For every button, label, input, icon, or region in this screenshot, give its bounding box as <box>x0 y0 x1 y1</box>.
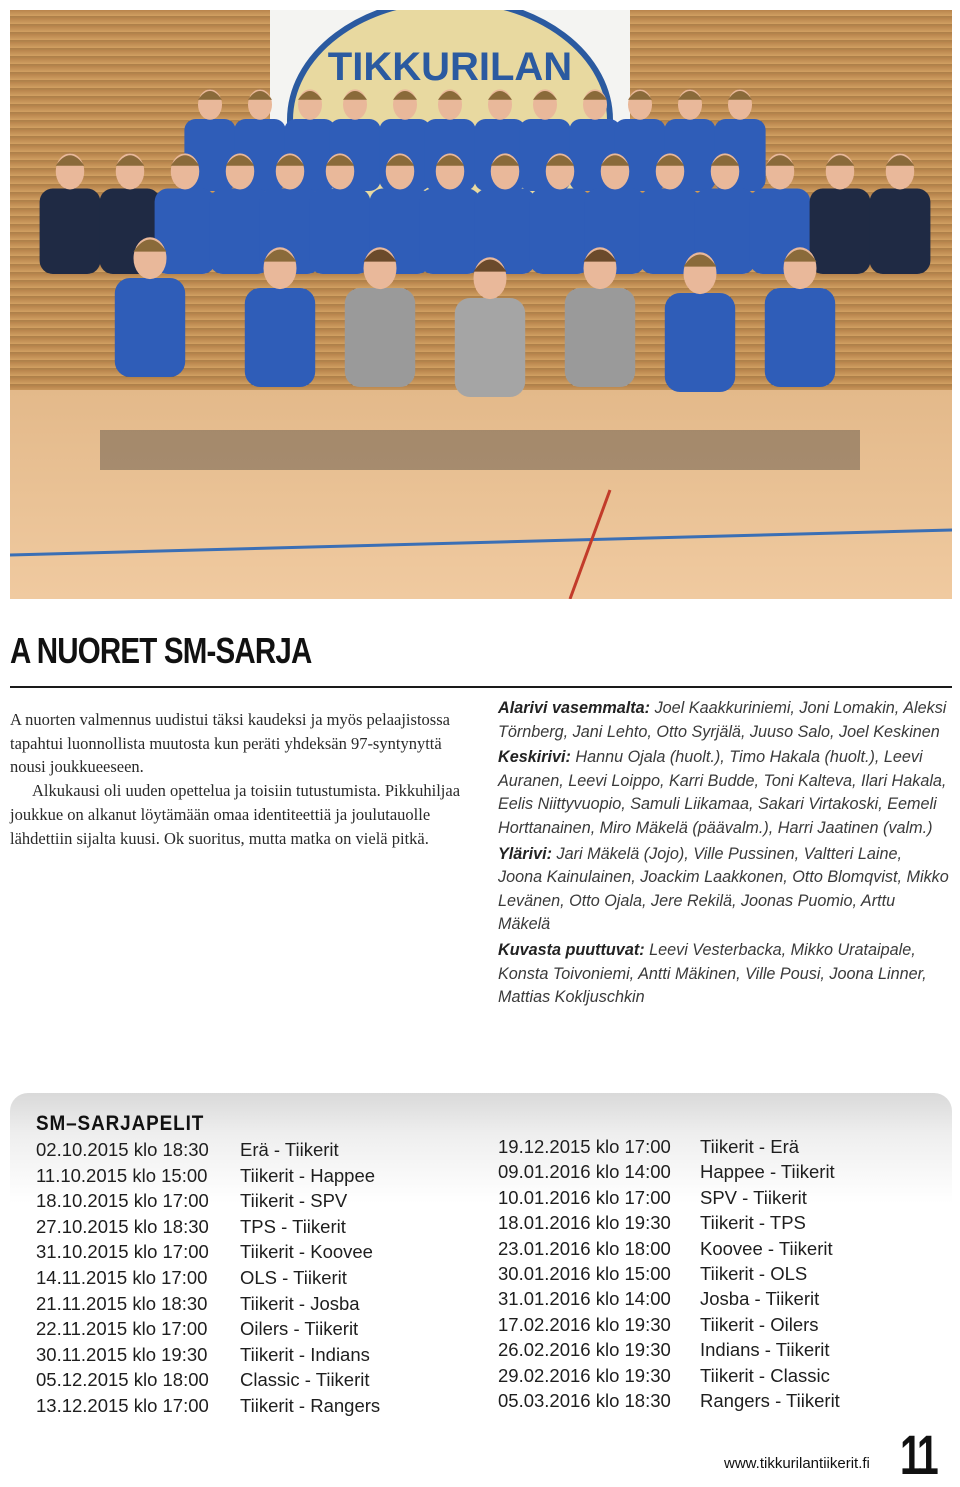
game-datetime: 13.12.2015 klo 17:00 <box>36 1394 209 1416</box>
caption-row-names: Jari Mäkelä (Jojo), Ville Pussinen, Valtteri Laine, Joona Kainulainen, Joackim Laakkonen, Otto Blomqvist, Mikko Levänen, Otto Ojala, Jere Rekilä, Joonas Puomio, Arttu Mäkelä <box>498 844 949 934</box>
game-datetime: 09.01.2016 klo 14:00 <box>498 1161 671 1183</box>
caption-row <box>498 746 950 840</box>
intro-text <box>10 708 472 850</box>
gym-floor <box>10 390 952 599</box>
heading-divider <box>10 686 952 688</box>
caption-row-lead: Alarivi vasemmalta: <box>498 699 651 717</box>
caption-row-lead: Ylärivi: <box>498 844 552 863</box>
team-photo-illustration <box>10 10 952 599</box>
game-matchup: Tiikerit - Happee <box>240 1164 376 1186</box>
caption-row-lead: Keskirivi: <box>498 748 571 767</box>
game-datetime: 30.11.2015 klo 19:30 <box>36 1343 208 1365</box>
game-matchup: Classic - Tiikerit <box>240 1369 370 1391</box>
game-datetime: 11.10.2015 klo 15:00 <box>36 1164 208 1186</box>
game-datetime: 17.02.2016 klo 19:30 <box>498 1313 671 1335</box>
website-link[interactable]: www.tikkurilantiikerit.fi <box>724 1455 870 1472</box>
game-datetime: 23.01.2016 klo 18:00 <box>498 1237 671 1259</box>
caption-row-lead: Kuvasta puuttuvat: <box>498 940 645 959</box>
caption-row-names: Hannu Ojala (huolt.), Timo Hakala (huolt.), Leevi Auranen, Leevi Loippo, Karri Budde, Toni Kalteva, Ilari Hakala, Eelis Niittyvuopio, Samuli Liikamaa, Sakari Virtakoski, Eemeli Horttanainen, Miro Mäkelä (päävalm.), Harri Jaatinen (valm.) <box>498 748 947 837</box>
game-datetime: 10.01.2016 klo 17:00 <box>498 1186 671 1208</box>
game-matchup: Oilers - Tiikerit <box>240 1318 359 1340</box>
game-matchup: Tiikerit - Indians <box>240 1343 370 1365</box>
caption-row-names: Joel Kaakkuriniemi, Joni Lomakin, Aleksi Törnberg, Jani Lehto, Otto Syrjälä, Juuso Salo, Joel Keskinen <box>498 699 947 741</box>
game-matchup: Koovee - Tiikerit <box>700 1237 833 1259</box>
game-matchup: Tiikerit - Classic <box>700 1364 830 1386</box>
game-matchup: Tiikerit - Erä <box>700 1136 800 1157</box>
game-datetime: 22.11.2015 klo 17:00 <box>36 1318 208 1340</box>
game-matchup: Tiikerit - OLS <box>700 1262 808 1284</box>
caption-row <box>498 843 950 937</box>
game-matchup: OLS - Tiikerit <box>240 1266 347 1288</box>
page-number: 11 <box>900 1423 936 1486</box>
game-matchup: Tiikerit - Oilers <box>700 1313 819 1335</box>
game-datetime: 05.12.2015 klo 18:00 <box>36 1369 209 1391</box>
schedule-box <box>10 1093 952 1428</box>
game-matchup: Indians - Tiikerit <box>700 1339 830 1361</box>
caption-row <box>498 939 950 1010</box>
intro-paragraph: A nuorten valmennus uudistui täksi kaudeksi ja myös pelaajistossa tapahtui luonnollista muutosta kun peräti yhdeksän 97-syntynyttä nousi joukkueeseen. <box>10 710 450 777</box>
game-matchup: Tiikerit - Josba <box>240 1292 360 1314</box>
game-matchup: Rangers - Tiikerit <box>700 1389 840 1411</box>
game-datetime: 29.02.2016 klo 19:30 <box>498 1364 671 1386</box>
game-matchup: Erä - Tiikerit <box>240 1139 339 1160</box>
game-datetime: 05.03.2016 klo 18:30 <box>498 1389 671 1411</box>
banner-text: TIKKURILAN <box>327 45 573 89</box>
game-matchup: Tiikerit - Koovee <box>240 1241 373 1263</box>
game-datetime: 27.10.2015 klo 18:30 <box>36 1215 209 1237</box>
page-title: A NUORET SM-SARJA <box>10 630 312 671</box>
game-datetime: 18.10.2015 klo 17:00 <box>36 1190 209 1212</box>
game-matchup: Josba - Tiikerit <box>700 1288 820 1310</box>
game-datetime: 18.01.2016 klo 19:30 <box>498 1212 671 1234</box>
caption-row-names: Leevi Vesterbacka, Mikko Urataipale, Konsta Toivoniemi, Antti Mäkinen, Ville Pousi, Joona Linner, Mattias Kokljuschkin <box>498 940 927 1007</box>
photo-caption <box>498 697 950 1012</box>
game-matchup: TPS - Tiikerit <box>240 1215 346 1237</box>
game-matchup: Tiikerit - TPS <box>700 1212 806 1234</box>
game-matchup: Tiikerit - SPV <box>240 1190 348 1212</box>
game-datetime: 30.01.2016 klo 15:00 <box>498 1262 671 1284</box>
game-datetime: 31.01.2016 klo 14:00 <box>498 1288 671 1310</box>
game-datetime: 14.11.2015 klo 17:00 <box>36 1266 208 1288</box>
intro-paragraph: Alkukausi oli uuden opettelua ja toisiin tutustumista. Pikkuhiljaa joukkue on alkanut löytämään omaa identiteettiä ja joulutauolle lähdettiin sijalta kuusi. Ok suoritus, mutta matka on vielä pitkä. <box>10 781 461 848</box>
game-datetime: 19.12.2015 klo 17:00 <box>498 1136 671 1157</box>
game-datetime: 21.11.2015 klo 18:30 <box>36 1292 208 1314</box>
game-matchup: Tiikerit - Rangers <box>240 1394 381 1416</box>
game-datetime: 02.10.2015 klo 18:30 <box>36 1139 209 1160</box>
schedule-title: SM–SARJAPELIT <box>36 1112 205 1135</box>
game-datetime: 26.02.2016 klo 19:30 <box>498 1339 671 1361</box>
caption-row <box>498 697 950 744</box>
game-datetime: 31.10.2015 klo 17:00 <box>36 1241 209 1263</box>
team-photo <box>10 10 952 599</box>
bench <box>100 430 860 470</box>
game-matchup: SPV - Tiikerit <box>700 1186 807 1208</box>
game-matchup: Happee - Tiikerit <box>700 1161 835 1183</box>
